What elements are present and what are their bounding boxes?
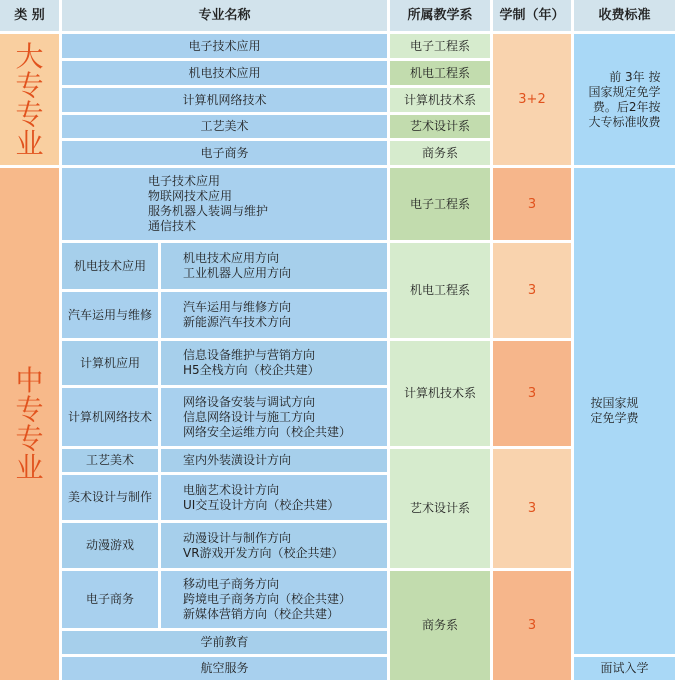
major-aviation: 航空服务 <box>62 657 387 680</box>
direction-line: VR游戏开发方向（校企共建） <box>183 545 344 560</box>
major-auto: 汽车运用与维修 <box>62 292 158 338</box>
dazhuan-department: 计算机技术系 <box>390 88 490 112</box>
dazhuan-department: 艺术设计系 <box>390 115 490 138</box>
direction-line: 机电技术应用方向 <box>183 251 280 265</box>
business-duration: 3 <box>493 571 571 680</box>
computer-department: 计算机技术系 <box>390 341 490 446</box>
electronics-department: 电子工程系 <box>390 168 490 240</box>
dazhuan-major: 电子技术应用 <box>62 34 387 58</box>
mechatronics-duration: 3 <box>493 243 571 338</box>
category-char: 专 <box>15 393 44 426</box>
dazhuan-department: 机电工程系 <box>390 61 490 85</box>
direction-line: H5全栈方向（校企共建） <box>183 363 320 377</box>
dazhuan-department: 商务系 <box>390 141 490 165</box>
category-char: 业 <box>15 126 44 160</box>
direction-line: 电脑艺术设计方向 <box>183 482 280 497</box>
direction-line: 汽车运用与维修方向 <box>183 300 292 314</box>
dazhuan-major: 电子商务 <box>62 141 387 165</box>
directions-animation <box>161 523 387 568</box>
major-ecommerce: 电子商务 <box>62 571 158 628</box>
directions-computer-network <box>161 388 387 446</box>
directions-auto <box>161 292 387 338</box>
category-zhongzhuan <box>0 168 59 680</box>
directions-art-design <box>161 475 387 520</box>
direction-line: 网络设备安装与调试方向 <box>183 394 316 409</box>
fee-line: 国家规定免学 <box>588 84 661 99</box>
dazhuan-major: 工艺美术 <box>62 115 387 138</box>
dazhuan-fee <box>574 34 675 165</box>
header-major-name: 专业名称 <box>62 0 387 31</box>
fee-line: 前 3年 按 <box>609 69 661 84</box>
major-art-design: 美术设计与制作 <box>62 475 158 520</box>
major-craft-art: 工艺美术 <box>62 449 158 472</box>
directions-craft-art: 室内外装潢设计方向 <box>161 449 387 472</box>
major-line: 服务机器人装调与维护 <box>148 204 269 218</box>
art-duration: 3 <box>493 449 571 568</box>
major-mechatronics: 机电技术应用 <box>62 243 158 289</box>
direction-line: 新能源汽车技术方向 <box>183 315 292 329</box>
fee-line: 按国家规 <box>590 396 639 410</box>
dazhuan-major: 计算机网络技术 <box>62 88 387 112</box>
fee-line: 大专标准收费 <box>588 114 661 129</box>
category-dazhuan <box>0 34 59 165</box>
computer-duration: 3 <box>493 341 571 446</box>
header-fee: 收费标准 <box>574 0 675 31</box>
direction-line: 信息设备维护与营销方向 <box>183 348 316 362</box>
business-department: 商务系 <box>390 571 490 680</box>
zhongzhuan-electronics-majors <box>62 168 387 240</box>
direction-line: 移动电子商务方向 <box>183 577 280 591</box>
mechatronics-department: 机电工程系 <box>390 243 490 338</box>
direction-line: 跨境电子商务方向（校企共建） <box>183 592 352 606</box>
dazhuan-major: 机电技术应用 <box>62 61 387 85</box>
direction-line: UI交互设计方向（校企共建） <box>183 497 340 512</box>
header-duration: 学制（年） <box>493 0 571 31</box>
category-char: 专 <box>15 68 44 102</box>
electronics-duration: 3 <box>493 168 571 240</box>
major-computer-network: 计算机网络技术 <box>62 388 158 446</box>
category-char: 专 <box>15 97 44 131</box>
zhongzhuan-fee <box>574 168 675 654</box>
dazhuan-duration: 3+2 <box>493 34 571 165</box>
header-category: 类 别 <box>0 0 59 31</box>
directions-ecommerce <box>161 571 387 628</box>
category-char: 中 <box>15 364 44 397</box>
fee-line: 定免学费 <box>590 411 639 425</box>
category-char: 大 <box>15 39 44 73</box>
direction-line: 网络安全运维方向（校企共建） <box>183 424 352 439</box>
direction-line: 动漫设计与制作方向 <box>183 530 292 545</box>
direction-line: 信息网络设计与施工方向 <box>183 409 316 424</box>
major-line: 电子技术应用 <box>148 174 221 188</box>
direction-line: 工业机器人应用方向 <box>183 266 292 280</box>
major-computer-application: 计算机应用 <box>62 341 158 385</box>
major-preschool: 学前教育 <box>62 631 387 654</box>
directions-mechatronics <box>161 243 387 289</box>
major-line: 物联网技术应用 <box>148 189 233 203</box>
dazhuan-department: 电子工程系 <box>390 34 490 58</box>
header-department: 所属教学系 <box>390 0 490 31</box>
category-char: 专 <box>15 422 44 455</box>
directions-computer-application <box>161 341 387 385</box>
category-char: 业 <box>15 451 44 484</box>
fee-interview: 面试入学 <box>574 657 675 680</box>
direction-line: 新媒体营销方向（校企共建） <box>183 607 340 621</box>
major-line: 通信技术 <box>148 219 197 233</box>
major-animation: 动漫游戏 <box>62 523 158 568</box>
fee-line: 费。后2年按 <box>592 99 661 114</box>
art-department: 艺术设计系 <box>390 449 490 568</box>
